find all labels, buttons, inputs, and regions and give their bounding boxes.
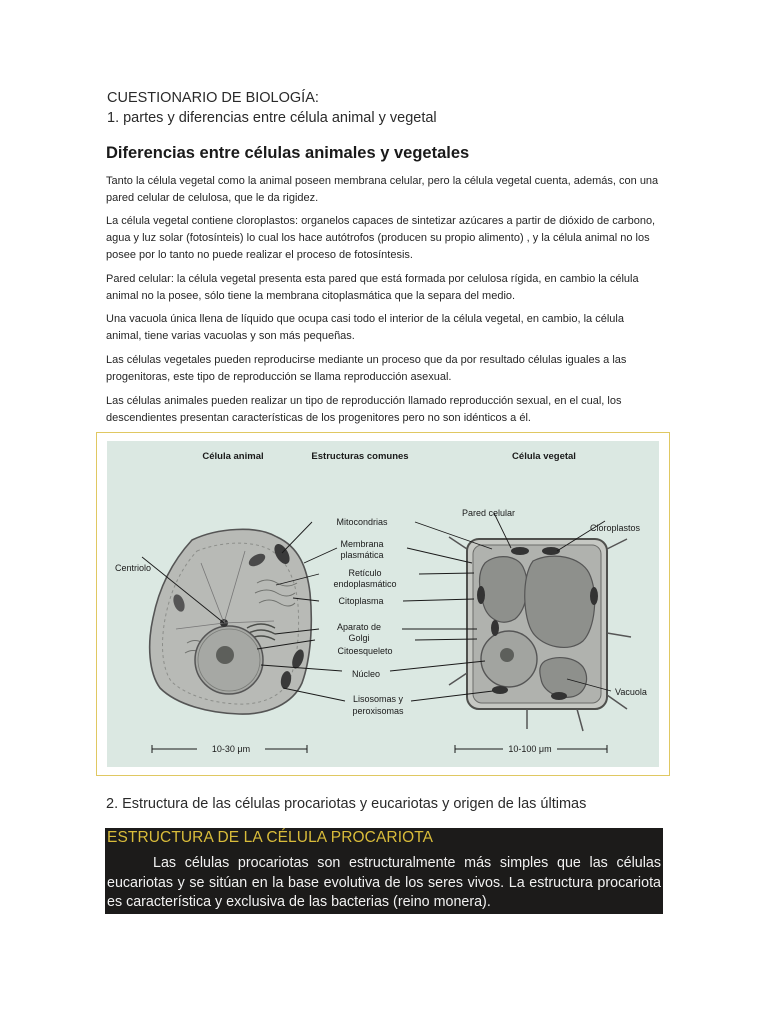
chloroplast [551, 692, 567, 700]
chloroplast [492, 686, 508, 694]
membrane-label-1: Membrana [340, 539, 384, 549]
prokaryote-box [105, 828, 663, 914]
doc-title: CUESTIONARIO DE BIOLOGÍA: [107, 90, 319, 106]
cytoskeleton-label: Citoesqueleto [337, 646, 393, 656]
question-2: 2. Estructura de las células procariotas y eucariotas y origen de las últimas [106, 796, 587, 812]
cell-wall-label: Pared celular [462, 508, 516, 518]
lysosomes-label-2: peroxisomas [352, 706, 404, 716]
cell-diagram [97, 433, 671, 777]
chloroplasts-label: Cloroplastos [590, 523, 641, 533]
paragraph: Las células animales pueden realizar un tipo de reproducción llamado reproducción sexual, en el cual, los descendientes presentan características de los progenitores pero no son idénticos a él. [106, 395, 622, 424]
col-plant-label: Célula vegetal [512, 451, 576, 462]
nucleus-label: Núcleo [351, 669, 381, 679]
paragraph: Una vacuola única llena de líquido que ocupa casi todo el interior de la célula vegetal, en cambio, la célula animal, tiene varias vacuolas y son más pequeñas. [106, 313, 624, 342]
chloroplast [511, 547, 529, 555]
paragraph: Pared celular: la célula vegetal presenta esta pared que está formada por celulosa rígida, en cambio la célula animal no la posee, sólo tiene la membrana citoplasmática que la separa del medio. [106, 273, 639, 302]
scale-animal-label: 10-30 μm [211, 744, 251, 754]
cytoplasm-label: Citoplasma [338, 596, 384, 606]
mitochondria-label: Mitocondrias [336, 517, 388, 527]
prokaryote-box-title: ESTRUCTURA DE LA CÉLULA PROCARIOTA [107, 829, 434, 846]
question-1: 1. partes y diferencias entre célula animal y vegetal [107, 110, 437, 126]
vacuole-large [525, 556, 595, 647]
paragraph: Tanto la célula vegetal como la animal poseen membrana celular, pero la célula vegetal cuenta, además, con una pared celular de celulosa, que le da rigidez. [106, 175, 659, 204]
vacuole [480, 557, 528, 623]
col-animal-label: Célula animal [202, 451, 264, 462]
vacuole-label: Vacuola [615, 687, 647, 697]
lysosomes-label-1: Lisosomas y [352, 694, 404, 704]
scale-plant-label: 10-100 μm [508, 744, 552, 754]
nucleolus [216, 646, 234, 664]
section-heading: Diferencias entre células animales y vegetales [106, 144, 470, 162]
centriole-label: Centriolo [115, 563, 152, 573]
paragraph: Las células vegetales pueden reproducirse mediante un proceso que da por resultado células iguales a las progenitoras, este tipo de reproducción se llama reproducción asexual. [106, 354, 627, 383]
chloroplast [477, 586, 485, 604]
paragraph: La célula vegetal contiene cloroplastos: organelos capaces de sintetizar azúcares a partir de dióxido de carbono, agua y luz solar (fotosínteis) lo cual los hace autótrofos (producen su propio alimento) , y la célula animal no los posee por lo tanto no puede realizar el proceso de fotosíntesis. [106, 215, 656, 261]
membrane-label-2: plasmática [340, 550, 384, 560]
chloroplast [590, 587, 598, 605]
reticulum-label-2: endoplasmático [333, 579, 397, 589]
golgi-label-2: Golgi [348, 633, 370, 643]
reticulum-label-1: Retículo [348, 568, 382, 578]
col-common-label: Estructuras comunes [311, 451, 409, 462]
animal-cell [150, 529, 312, 714]
golgi-label-1: Aparato de [336, 622, 382, 632]
plant-cell [449, 537, 631, 731]
cell-diagram-figure [96, 432, 670, 776]
chloroplast [491, 620, 499, 636]
prokaryote-box-text: Las células procariotas son estructuralmente más simples que las células eucariotas y se sitúan en la base evolutiva de los seres vivos. La estructura procariota es característica y exclusiva de las bacterias (reino monera). [107, 855, 661, 910]
